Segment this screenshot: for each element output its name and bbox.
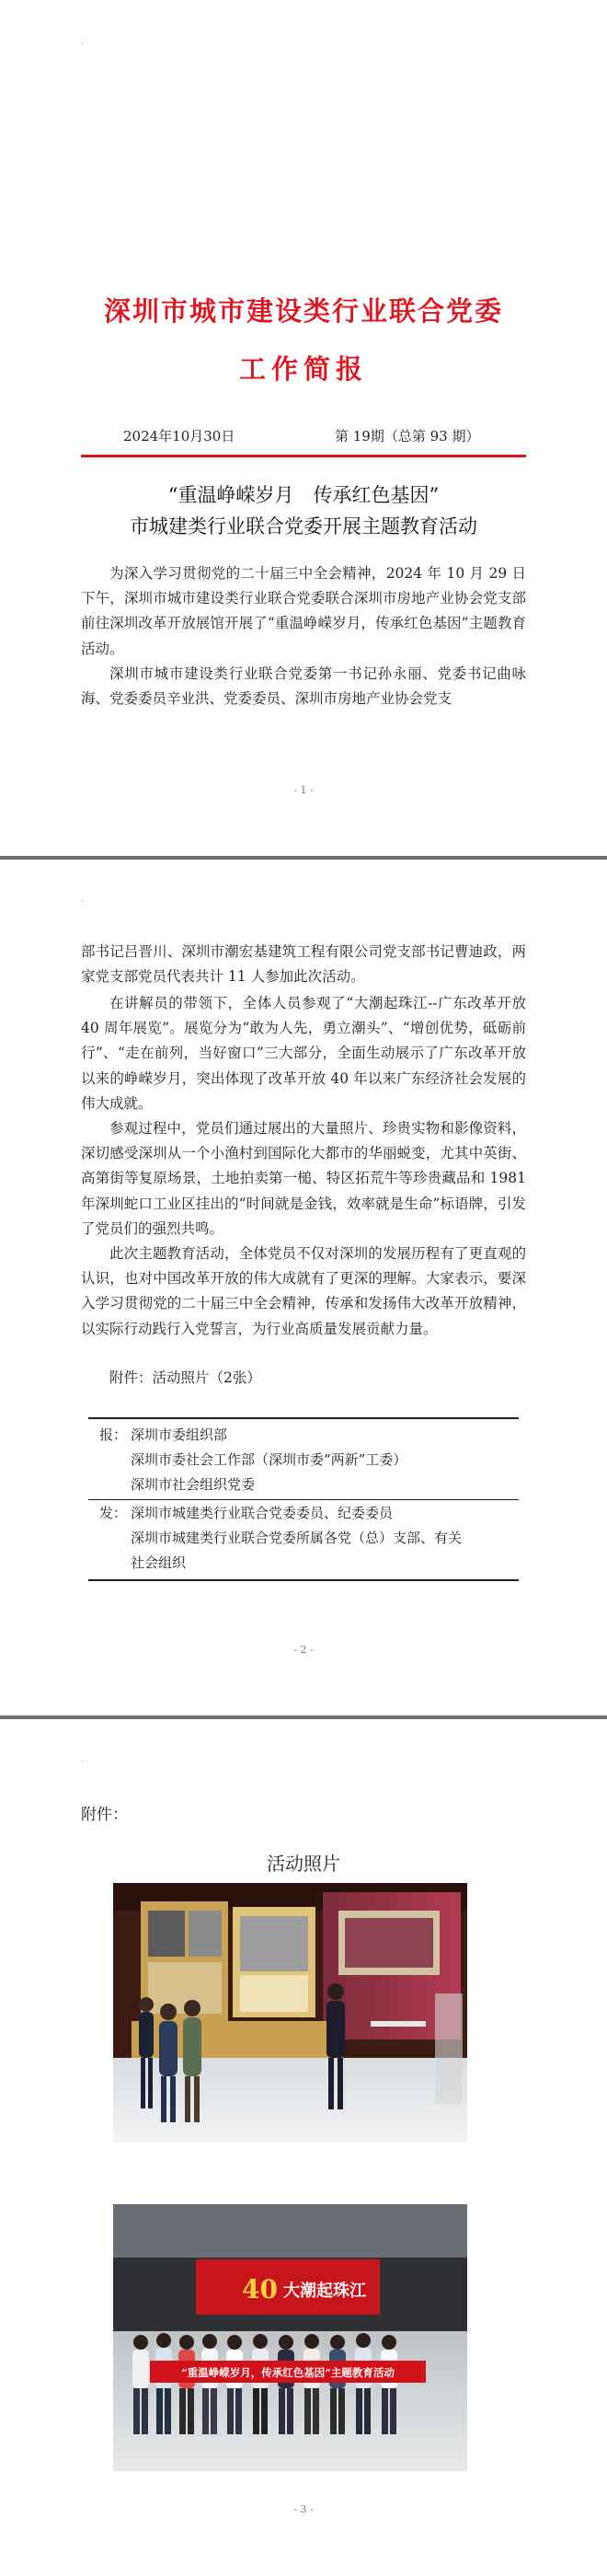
page-mark: .	[81, 895, 85, 905]
article-title-line1: “重温峥嵘岁月 传承红色基因”	[167, 484, 440, 506]
report-line-3: 深圳市社会组织党委	[131, 1476, 256, 1493]
page-1	[0, 0, 607, 856]
send-line-2: 深圳市城建类行业联合党委所属各党（总）支部、有关	[131, 1530, 463, 1546]
exhibition-photo	[113, 1883, 467, 2143]
issue-date: 2024年10月30日	[123, 428, 235, 445]
paragraph-2-start: 深圳市城市建设类行业联合党委第一书记孙永丽、党委书记曲咏海、党委委员辛业洪、党委委员、深圳市房地产业协会党支	[81, 665, 526, 708]
report-line-2: 深圳市委社会工作部（深圳市委“两新”工委）	[131, 1451, 407, 1468]
slogan-banner: “重温峥嵘岁月，传承红色基因”主题教育活动	[181, 2366, 395, 2379]
page-2	[0, 860, 607, 1715]
paragraph-4: 参观过程中，党员们通过展出的大量照片、珍贵实物和影像资料，深切感受深圳从一个小渔村到国际化大都市的华丽蜕变，尤其中英街、高第街等复原场景，土地拍卖第一槌、特区拓荒牛等珍贵藏品和 1981 年深圳蛇口工业区挂出的“时间就是金钱，效率就是生命”标语牌，引发了党员们的强烈共鸣。	[81, 1120, 526, 1237]
paragraph-1: 为深入学习贯彻党的二十届三中全会精神，2024 年 10 月 29 日下午，深圳市城市建设类行业联合党委联合深圳市房地产业协会党支部前往深圳改革开放展馆开展了“重温峥嵘岁月，传承红色基因”主题教育活动。	[81, 565, 526, 657]
page-mark: .	[81, 37, 85, 47]
distribution-bottom-rule	[88, 1579, 519, 1581]
paragraph-3: 在讲解员的带领下，全体人员参观了“大潮起珠江--广东改革开放 40 周年展览”。展览分为“敢为人先，勇立潮头”、“增创优势，砥砺前行”、“走在前列，当好窗口”三大部分，全面生动展示了广东改革开放以来的峥嵘岁月，突出体现了改革开放 40 年以来广东经济社会发展的伟大成就。	[81, 995, 526, 1112]
distribution-mid-rule	[88, 1499, 519, 1500]
header-divider	[81, 455, 526, 457]
banner-title: 大潮起珠江	[283, 2281, 366, 2301]
send-line-1: 发： 深圳市城建类行业联合党委委员、纪委委员	[99, 1501, 393, 1526]
issue-number: 第 19期（总第 93 期）	[335, 428, 480, 445]
doc-title: 工作简报	[238, 353, 368, 385]
attachment-label: 附件：	[81, 1806, 128, 1824]
group-photo	[113, 2204, 467, 2471]
article-title-line2: 市城建类行业联合党委开展主题教育活动	[130, 515, 477, 537]
page-number-2: - 2 -	[293, 1644, 314, 1656]
send-label: 发：	[99, 1505, 128, 1521]
attachment-note: 附件：活动照片（2张）	[109, 1369, 261, 1386]
report-label: 报：	[99, 1427, 128, 1443]
paragraph-5: 此次主题教育活动，全体党员不仅对深圳的发展历程有了更直观的认识，也对中国改革开放的伟大成就有了更深的理解。大家表示，要深入学习贯彻党的二十届三中全会精神，传承和发扬伟大改革开放精神，以实际行动践行入党誓言，为行业高质量发展贡献力量。	[81, 1245, 526, 1337]
page-mark: .	[81, 1754, 85, 1764]
page-number-3: - 3 -	[293, 2503, 314, 2515]
page-number-1: - 1 -	[293, 784, 314, 796]
paragraph-2-end: 部书记吕晋川、深圳市潮宏基建筑工程有限公司党支部书记曹迪政，两家党支部党员代表共计 11 人参加此次活动。	[81, 943, 526, 986]
banner-logo: 40	[242, 2274, 278, 2305]
send-line-3: 社会组织	[131, 1554, 187, 1571]
report-line-1: 报： 深圳市委组织部	[99, 1423, 227, 1448]
photos-title: 活动照片	[267, 1853, 340, 1875]
org-title: 深圳市城市建设类行业联合党委	[103, 295, 503, 327]
distribution-top-rule	[88, 1417, 519, 1419]
